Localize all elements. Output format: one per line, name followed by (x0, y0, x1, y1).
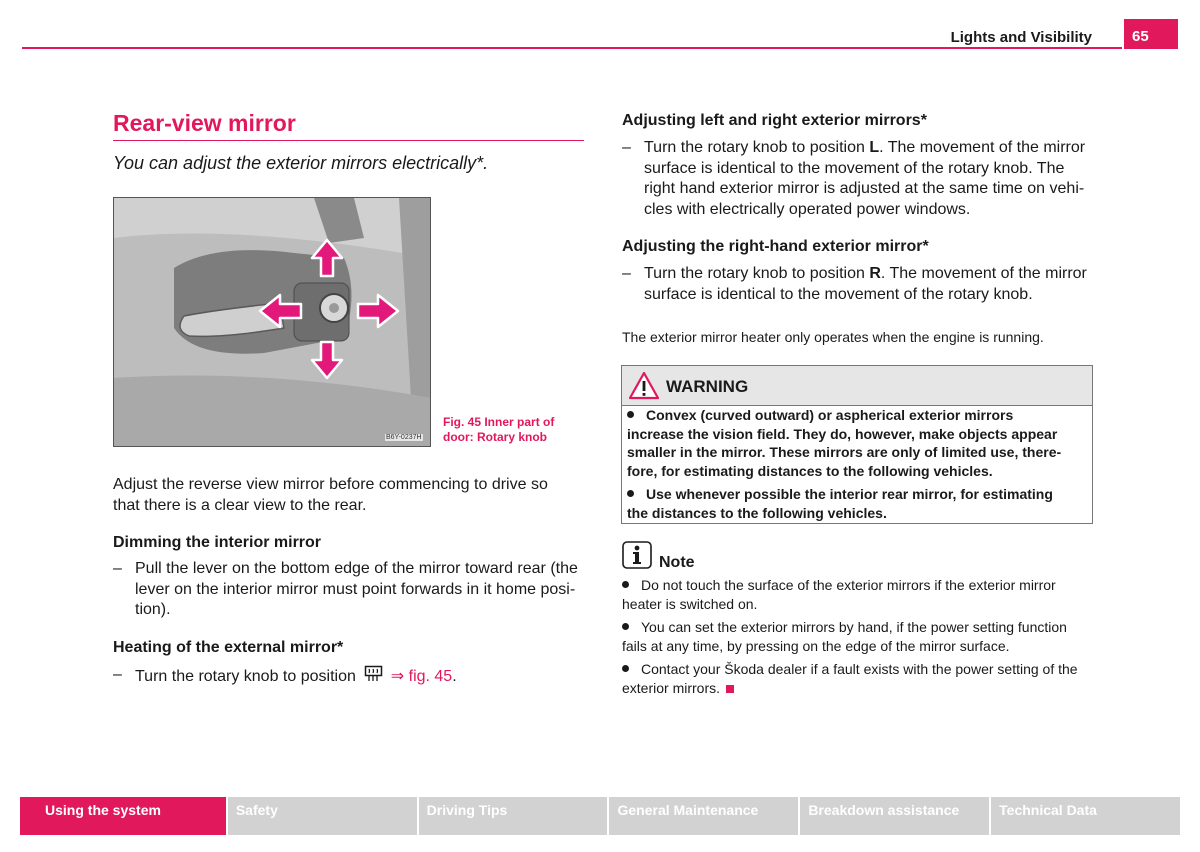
tab-using-the-system[interactable]: Using the system (20, 797, 226, 835)
door-rotary-knob-figure (113, 197, 431, 447)
bullet-icon (627, 411, 634, 418)
dimming-line3: tion). (135, 601, 171, 618)
heating-item (113, 665, 588, 688)
position-r-symbol: R (869, 265, 881, 282)
dash-marker: – (622, 139, 631, 156)
page-heading: Rear-view mirror (113, 110, 296, 136)
lede: You can adjust the exterior mirrors electrically*. (113, 153, 489, 173)
tab-driving-tips[interactable]: Driving Tips (419, 797, 608, 835)
note-2-line2: fails at any time, by pressing on the edge of the mirror surface. (622, 637, 1010, 654)
left-right-line4: cles with electrically operated power windows. (644, 200, 971, 218)
heating-title: Heating of the external mirror* (113, 639, 344, 656)
warning-point-1 (627, 406, 1087, 480)
warning-p1-line2: increase the vision field. They do, however, make objects appear (627, 425, 1058, 442)
figure-caption-line1: Fig. 45 Inner part of (443, 415, 555, 429)
dimming-line2: lever on the interior mirror must point forwards in it home posi- (135, 580, 576, 598)
fig-45-link[interactable]: ⇒ fig. 45 (390, 668, 453, 685)
warning-p2-line1: Use whenever possible the interior rear mirror, for estimating (646, 486, 1053, 502)
intro-paragraph (113, 475, 548, 516)
info-note-icon (622, 541, 652, 569)
warning-title: WARNING (666, 377, 749, 396)
left-right-title: Adjusting left and right exterior mirrors* (622, 112, 927, 129)
bullet-icon (622, 665, 629, 672)
heater-symbol-icon (364, 665, 384, 683)
figure-code: B6Y-0237H (386, 434, 422, 441)
section-title: Lights and Visibility (950, 29, 1092, 46)
warning-p2-line2: the distances to the following vehicles. (627, 504, 887, 521)
intro-line2: that there is a clear view to the rear. (113, 496, 367, 514)
tab-breakdown-assistance[interactable]: Breakdown assistance (800, 797, 989, 835)
bullet-icon (622, 623, 629, 630)
right-hand-item (622, 264, 1097, 305)
dimming-line1: Pull the lever on the bottom edge of the mirror toward rear (the (135, 560, 578, 577)
left-right-line1b: . The movement of the mirror (879, 139, 1086, 156)
dimming-item (113, 559, 588, 621)
note-title: Note (659, 554, 695, 571)
tab-general-maintenance[interactable]: General Maintenance (609, 797, 798, 835)
figure-caption-line2: door: Rotary knob (443, 430, 547, 444)
figure-caption (443, 415, 583, 445)
warning-p1-line1: Convex (curved outward) or aspherical exterior mirrors (646, 407, 1014, 423)
note-1-line2: heater is switched on. (622, 595, 758, 612)
left-right-line1a: Turn the rotary knob to position (644, 139, 870, 156)
warning-p1-line3: smaller in the mirror. These mirrors are only of limited use, there- (627, 444, 1062, 460)
tab-technical-data[interactable]: Technical Data (991, 797, 1180, 835)
warning-header (622, 366, 1092, 406)
warning-p1-line4: fore, for estimating distances to the following vehicles. (627, 462, 993, 479)
left-right-item (622, 138, 1097, 220)
tab-safety[interactable]: Safety (228, 797, 417, 835)
left-right-line2: surface is identical to the movement of the rotary knob. The (644, 159, 1065, 177)
warning-triangle-icon (628, 371, 660, 401)
note-3-line2: exterior mirrors. (622, 679, 721, 696)
heating-text: Turn the rotary knob to position (135, 668, 356, 685)
intro-line1: Adjust the reverse view mirror before commencing to drive so (113, 476, 548, 493)
note-3-line1: Contact your Škoda dealer if a fault exists with the power setting of the (641, 661, 1078, 677)
right-hand-line2: surface is identical to the movement of the rotary knob. (644, 285, 1033, 303)
dash-marker: – (113, 560, 122, 577)
note-2-line1: You can set the exterior mirrors by hand, if the power setting function (641, 619, 1067, 635)
right-hand-title: Adjusting the right-hand exterior mirror* (622, 238, 929, 255)
note-item-2 (622, 618, 1092, 655)
bullet-icon (622, 581, 629, 588)
right-hand-line1a: Turn the rotary knob to position (644, 265, 870, 282)
heating-period: . (452, 668, 457, 685)
page-number: 65 (1132, 28, 1149, 45)
warning-box (621, 365, 1093, 524)
footer-tab-bar (20, 797, 1180, 835)
heater-note: The exterior mirror heater only operates when the engine is running. (622, 329, 1044, 345)
right-hand-line1b: . The movement of the mirror (880, 265, 1087, 282)
dimming-title: Dimming the interior mirror (113, 534, 322, 551)
end-of-section-mark (726, 685, 734, 693)
note-item-3 (622, 660, 1092, 697)
warning-point-2 (627, 485, 1087, 522)
left-right-line3: right hand exterior mirror is adjusted at the same time on vehi- (644, 180, 1085, 197)
note-1-line1: Do not touch the surface of the exterior mirrors if the exterior mirror (641, 577, 1056, 593)
header-rule (22, 47, 1122, 49)
dash-marker: – (113, 666, 122, 683)
heading-rule (113, 140, 584, 141)
position-l-symbol: L (869, 139, 880, 156)
bullet-icon (627, 490, 634, 497)
dash-marker: – (622, 265, 631, 282)
note-item-1 (622, 576, 1092, 613)
